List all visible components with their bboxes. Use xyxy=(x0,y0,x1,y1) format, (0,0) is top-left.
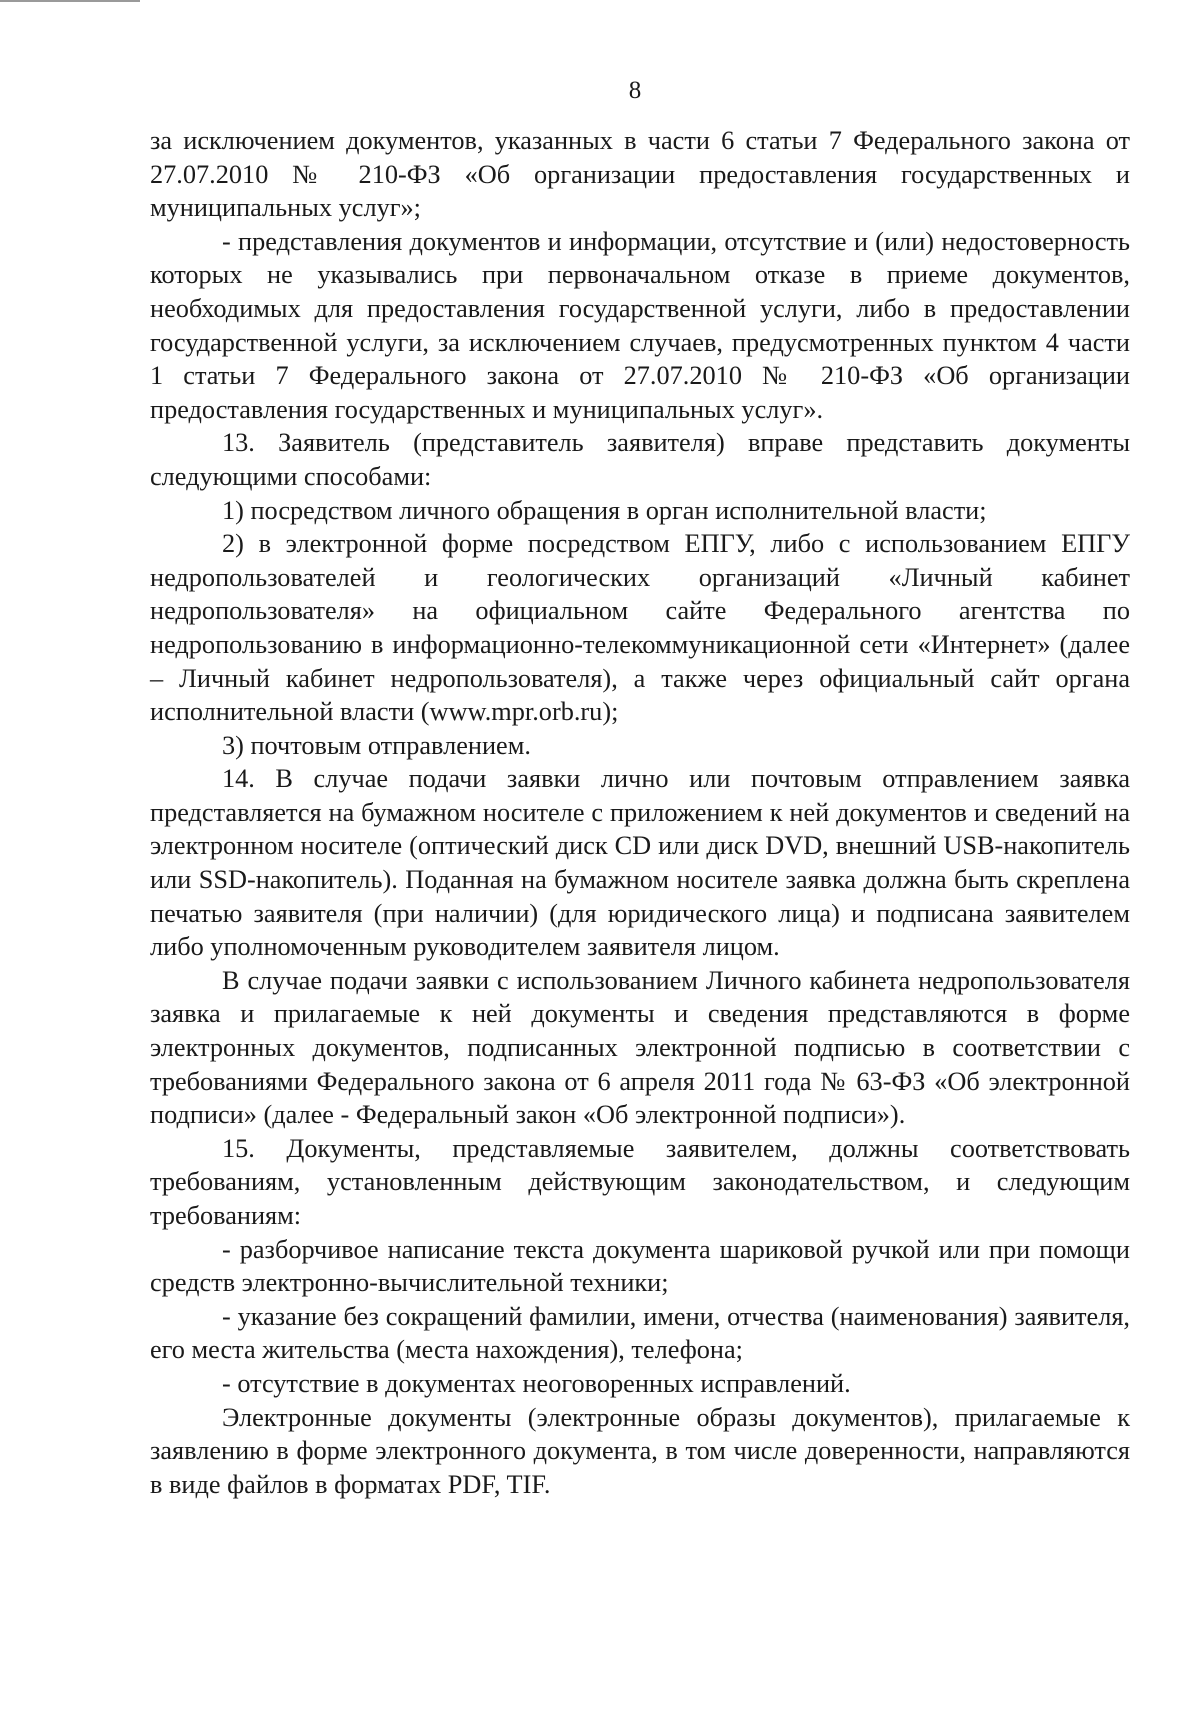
scan-edge-mark xyxy=(0,0,140,2)
paragraph-method-2: 2) в электронной форме посредством ЕПГУ, либо с использованием ЕПГУ недропользователей и геологических организаций «Личный кабинет недропользователя» на официальном сайте Федерального агентства по недропользованию в информационно-телекоммуникационной сети «Интернет» (далее – Личный кабинет недропользователя), а также через официальный сайт органа исполнительной власти (www.mpr.orb.ru); xyxy=(150,529,1130,727)
paragraph-requirement-full-name: - указание без сокращений фамилии, имени, отчества (наименования) заявителя, его места жительства (места нахождения), телефона; xyxy=(150,1301,1130,1365)
page-number: 8 xyxy=(628,77,642,104)
paragraph-file-formats: Электронные документы (электронные образы документов), прилагаемые к заявлению в форме электронного документа, в том числе доверенности, направляются в виде файлов в форматах PDF, TIF. xyxy=(150,1402,1130,1499)
document-body xyxy=(150,124,1130,1501)
paragraph-continuation: за исключением документов, указанных в части 6 статьи 7 Федерального закона от 27.07.2010 № 210-ФЗ «Об организации предоставления государственных и муниципальных услуг»; xyxy=(150,126,1130,223)
paragraph-method-1: 1) посредством личного обращения в орган исполнительной власти; xyxy=(222,495,987,525)
paragraph-method-3: 3) почтовым отправлением. xyxy=(222,730,531,760)
paragraph-electronic-submission: В случае подачи заявки с использованием Личного кабинета недропользователя заявка и прилагаемые к ней документы и сведения представляются в форме электронных документов, подписанных электронной подписью в соответствии с требованиями Федерального закона от 6 апреля 2011 года № 63-ФЗ «Об электронной подписи» (далее - Федеральный закон «Об электронной подписи»). xyxy=(150,965,1130,1130)
paragraph-clause-14: 14. В случае подачи заявки лично или почтовым отправлением заявка представляется на бумажном носителе с приложением к ней документов и сведений на электронном носителе (оптический диск CD или диск DVD, внешний USB-накопитель или SSD-накопитель). Поданная на бумажном носителе заявка должна быть скреплена печатью заявителя (при наличии) (для юридического лица) и подписана заявителем либо уполномоченным руководителем заявителя лицом. xyxy=(150,764,1130,962)
paragraph-clause-15: 15. Документы, представляемые заявителем, должны соответствовать требованиям, установленным действующим законодательством, и следующим требованиям: xyxy=(150,1133,1130,1230)
paragraph-requirement-legible: - разборчивое написание текста документа шариковой ручкой или при помощи средств электронно-вычислительной техники; xyxy=(150,1234,1130,1298)
paragraph-clause-13: 13. Заявитель (представитель заявителя) вправе представить документы следующими способами: xyxy=(150,428,1130,491)
paragraph-list-item: - представления документов и информации, отсутствие и (или) недостоверность которых не указывались при первоначальном отказе в приеме документов, необходимых для предоставления государственной услуги, либо в предоставлении государственной услуги, за исключением случаев, предусмотренных пунктом 4 части 1 статьи 7 Федерального закона от 27.07.2010 № 210-ФЗ «Об организации предоставления государственных и муниципальных услуг». xyxy=(150,226,1130,424)
paragraph-requirement-no-corrections: - отсутствие в документах неоговоренных исправлений. xyxy=(222,1368,851,1398)
